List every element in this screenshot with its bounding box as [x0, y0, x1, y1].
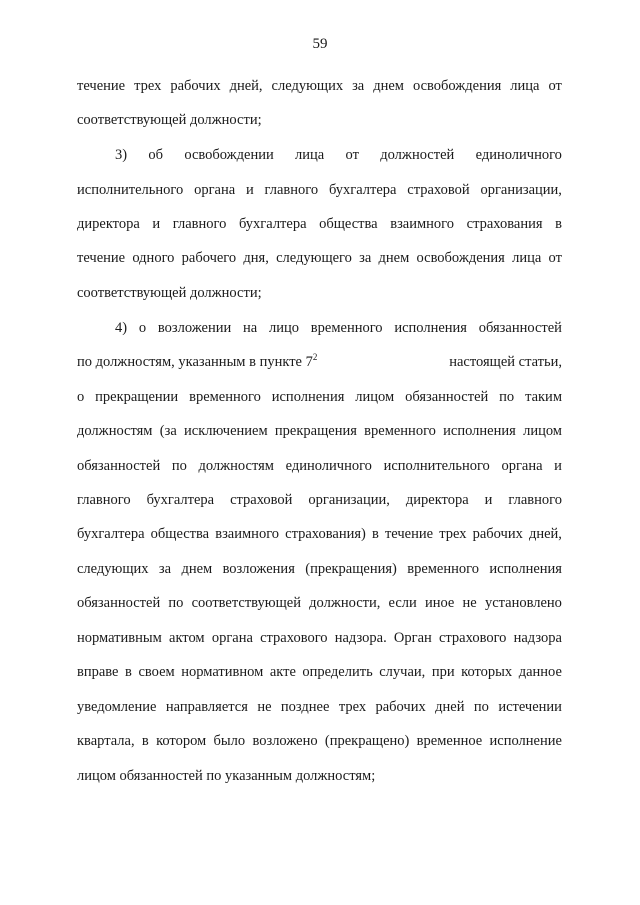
word: позднее [280, 699, 330, 715]
word: течение [77, 78, 126, 94]
word: дней [435, 699, 465, 715]
text-line [77, 76, 562, 96]
word: установлено [484, 595, 562, 611]
word: освобождении [184, 147, 274, 163]
word: уведомление [77, 699, 157, 715]
word: исполнительного [77, 182, 184, 198]
word: дней, [229, 78, 263, 94]
word: страхового [260, 630, 328, 646]
word: органа [211, 630, 253, 646]
word: акте [269, 664, 296, 680]
word: освобождения [412, 78, 502, 94]
text-line: лицом обязанностей по указанным должностям; [77, 768, 376, 784]
text-line [77, 593, 562, 613]
word: органа [501, 458, 543, 474]
word: организации, [480, 182, 562, 198]
word: лицом [355, 389, 395, 405]
word: страхования [466, 216, 543, 232]
word: лица [510, 78, 540, 94]
word: исполнения [271, 389, 345, 405]
word: общества [319, 216, 378, 232]
word: страховой [407, 182, 470, 198]
word: по [473, 699, 489, 715]
word: должностям [198, 458, 274, 474]
word: 4) [115, 320, 128, 336]
word: органа [194, 182, 236, 198]
word: нормативным [77, 630, 162, 646]
word: общества [150, 526, 210, 542]
text-line [77, 421, 562, 441]
word: в [371, 526, 379, 542]
word: лицо [269, 320, 300, 336]
word: (прекращения) [305, 561, 397, 577]
word: освобождения [416, 250, 505, 266]
word: и [245, 182, 254, 198]
word: рабочих [375, 699, 426, 715]
word: днем [373, 78, 404, 94]
word: следующих [271, 78, 344, 94]
word: бухгалтера [146, 492, 215, 508]
word: (за [159, 423, 177, 439]
word: которых [461, 664, 513, 680]
word: временное [416, 733, 483, 749]
word: временного [189, 389, 261, 405]
word: должностям [77, 423, 153, 439]
text-line: соответствующей должности; [77, 112, 262, 128]
word: по [499, 389, 515, 405]
word: взаимного [390, 216, 455, 232]
word: таким [525, 389, 562, 405]
word: обязанностей [77, 458, 161, 474]
word: исполнение [489, 733, 562, 749]
word: случаи, [379, 664, 426, 680]
word: за [352, 78, 365, 94]
word: главного [264, 182, 319, 198]
word: надзора. [334, 630, 387, 646]
text-line [77, 524, 562, 544]
text-line [77, 456, 562, 476]
text-line: соответствующей должности; [77, 285, 262, 301]
word: об [148, 147, 164, 163]
word: исполнения [489, 561, 562, 577]
word: лица [512, 250, 542, 266]
word: трех [338, 699, 367, 715]
word: дней, [528, 526, 562, 542]
word: о [77, 389, 85, 405]
text-line [115, 318, 562, 338]
word: рабочих [170, 78, 221, 94]
word: прекращения [274, 423, 357, 439]
word: данное [518, 664, 562, 680]
word: было [213, 733, 246, 749]
word: временного [407, 561, 479, 577]
word: нормативном [181, 664, 264, 680]
text-line [77, 490, 562, 510]
word: директора [405, 492, 469, 508]
word: при [431, 664, 455, 680]
word: квартала, [77, 733, 135, 749]
word: от [345, 147, 359, 163]
word: направляется [165, 699, 248, 715]
word: соответствующей [191, 595, 301, 611]
text-line [77, 180, 562, 200]
word: определить [302, 664, 373, 680]
word: следующего [276, 250, 352, 266]
word: исполнения [443, 423, 516, 439]
word: возложения [222, 561, 295, 577]
word: главного [77, 492, 131, 508]
word: возложении [157, 320, 232, 336]
word: страхования) [285, 526, 366, 542]
word: за [359, 250, 372, 266]
text-line [115, 145, 562, 165]
word: директора [77, 216, 140, 232]
text-line-with-superscript [77, 352, 562, 372]
text-line [77, 248, 562, 268]
word: главного [508, 492, 562, 508]
word: по [168, 595, 184, 611]
word: страховой [230, 492, 293, 508]
word: обязанностей [77, 595, 161, 611]
word: не [462, 595, 477, 611]
word: 3) [115, 147, 128, 163]
word: истечении [498, 699, 562, 715]
superscript: 2 [312, 352, 318, 362]
word: бухгалтера [238, 216, 307, 232]
word: актом [169, 630, 205, 646]
word: исполнительного [383, 458, 490, 474]
word: рабочего [181, 250, 237, 266]
word: бухгалтера [328, 182, 397, 198]
word: на [243, 320, 258, 336]
word: единоличного [475, 147, 562, 163]
word: течение [77, 250, 126, 266]
text-line [77, 628, 562, 648]
word: следующих [77, 561, 149, 577]
word: должностей [380, 147, 455, 163]
word: иное [424, 595, 455, 611]
word: котором [156, 733, 207, 749]
word: трех [134, 78, 162, 94]
word: исключением [184, 423, 268, 439]
word: дня, [243, 250, 269, 266]
word: течение [384, 526, 434, 542]
word: (прекращено) [324, 733, 410, 749]
word: своем [138, 664, 175, 680]
text-line [77, 214, 562, 234]
word: единоличного [285, 458, 372, 474]
word: бухгалтера [77, 526, 145, 542]
line-part: настоящей статьи, [449, 354, 562, 370]
word: временного [310, 320, 383, 336]
word: от [548, 78, 562, 94]
word: исполнения [394, 320, 467, 336]
word: днем [378, 250, 410, 266]
word: обязанностей [405, 389, 489, 405]
word: лица [295, 147, 325, 163]
word: от [548, 250, 562, 266]
word: и [152, 216, 161, 232]
word: вправе [77, 664, 119, 680]
text-line [77, 559, 562, 579]
text-line [77, 697, 562, 717]
word: днем [181, 561, 213, 577]
word: по [171, 458, 187, 474]
word: в [555, 216, 562, 232]
page-number: 59 [312, 36, 328, 52]
text-line [77, 387, 562, 407]
text-line [77, 662, 562, 682]
word: если [388, 595, 417, 611]
word: возложено [252, 733, 318, 749]
word: и [484, 492, 493, 508]
word: страхового [438, 630, 507, 646]
word: обязанностей [478, 320, 562, 336]
word: Орган [393, 630, 432, 646]
word: рабочих [472, 526, 523, 542]
word: взаимного [215, 526, 280, 542]
word: главного [172, 216, 227, 232]
word: одного [132, 250, 175, 266]
word: временного [364, 423, 436, 439]
word: в [125, 664, 132, 680]
word: за [158, 561, 172, 577]
word: трех [439, 526, 467, 542]
word: должности, [309, 595, 381, 611]
word: организации, [308, 492, 390, 508]
word: о [138, 320, 147, 336]
word: надзора [513, 630, 562, 646]
word: лицом [523, 423, 562, 439]
text-line [77, 731, 562, 751]
word: и [554, 458, 562, 474]
line-part: по должностям, указанным в пункте $7^2$ [77, 352, 318, 370]
word: в [141, 733, 149, 749]
word: не [257, 699, 272, 715]
word: прекращении [95, 389, 179, 405]
